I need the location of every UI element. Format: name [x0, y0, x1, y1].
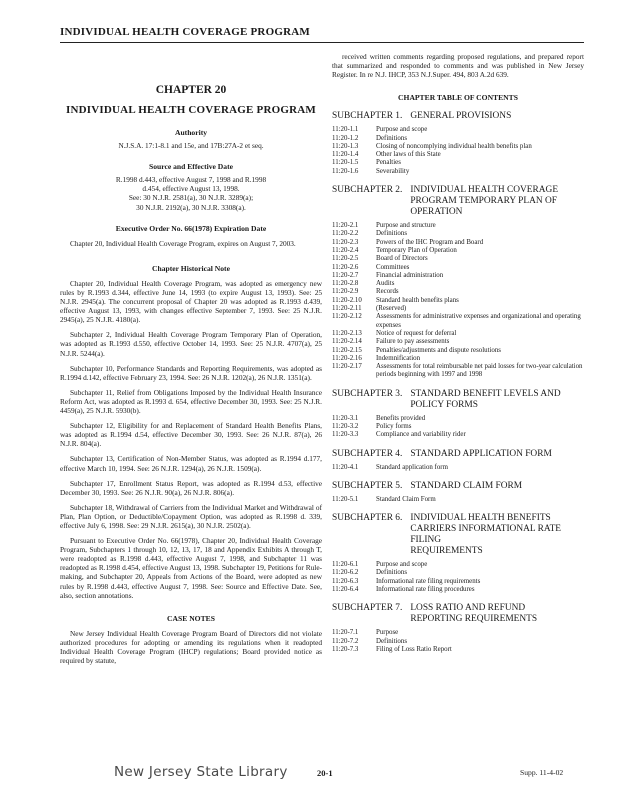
section-title: Closing of noncomplying individual health benefits plan	[376, 142, 532, 150]
toc-entry	[332, 264, 584, 272]
subchapter-heading	[332, 449, 584, 460]
section-title: Standard application form	[376, 463, 448, 471]
section-number: 11:20-2.15	[332, 346, 362, 354]
subchapter-label: SUBCHAPTER 5.	[332, 480, 403, 491]
subchapter-block	[332, 481, 584, 504]
toc-entry	[332, 239, 584, 247]
section-title: Definitions	[376, 230, 408, 238]
section-title: Notice of request for deferral	[376, 329, 457, 337]
section-number: 11:20-7.1	[332, 629, 359, 637]
section-title: Audits	[376, 280, 395, 288]
toc-entry	[332, 255, 584, 263]
subchapter-title-line: LOSS RATIO AND REFUND	[410, 603, 526, 614]
case-notes-heading: CASE NOTES	[167, 613, 215, 623]
library-watermark: New Jersey State Library	[114, 764, 288, 780]
section-number: 11:20-2.16	[332, 354, 362, 362]
section-title: Informational rate filing requirements	[376, 577, 481, 585]
section-title: Purpose and structure	[376, 222, 436, 230]
section-number: 11:20-2.4	[332, 246, 359, 254]
section-number: 11:20-3.1	[332, 414, 359, 422]
toc-entry	[332, 496, 584, 504]
authority-heading: Authority	[174, 128, 208, 137]
section-title: Filing of Loss Ratio Report	[376, 645, 452, 653]
subchapter-title-line: STANDARD BENEFIT LEVELS AND	[410, 388, 561, 399]
section-number: 11:20-1.4	[332, 151, 359, 159]
subchapter-block	[332, 449, 584, 472]
section-number: 11:20-1.1	[332, 126, 359, 134]
subchapter-heading	[332, 185, 584, 218]
running-head: INDIVIDUAL HEALTH COVERAGE PROGRAM	[60, 26, 310, 38]
subchapter-block	[332, 185, 584, 380]
section-title: Standard health benefits plans	[376, 296, 459, 304]
section-list	[332, 464, 584, 472]
section-number: 11:20-1.2	[332, 134, 359, 142]
subchapter-title-line: INDIVIDUAL HEALTH COVERAGE	[410, 185, 559, 196]
history-paragraph: Chapter 20, Individual Health Coverage Program, was adopted as emergency new rules by R.1993 d.344, effective June 14, 1993 (to expire August 13, 1993). See: 25 N.J.R. 2945(a). The concurrent proposal of Chapter 20 was adopted as R.1993 d.439, effective August 13, 1993, with changes effective September 7, 1993. See: 25 N.J.R. 2945(a), 25 N.J.R. 4180(a).	[60, 278, 322, 325]
subchapter-title	[402, 449, 551, 460]
section-number: 11:20-1.5	[332, 159, 359, 167]
subchapter-heading	[332, 111, 584, 122]
toc-entry	[332, 143, 584, 151]
toc-entry	[332, 347, 584, 355]
subchapter-title	[402, 389, 560, 411]
section-title: Records	[376, 288, 399, 296]
subchapter-title-line: POLICY FORMS	[410, 399, 478, 410]
section-title: Assessments for total reimbursable net paid losses for two-year calculation periods beginning with 1997 and 1998	[376, 363, 583, 379]
subchapter-heading	[332, 481, 584, 492]
section-title: Policy forms	[376, 423, 412, 430]
toc-entry	[332, 415, 584, 423]
section-title: Powers of the IHC Program and Board	[376, 238, 484, 246]
subchapter-title-line: REQUIREMENTS	[410, 546, 483, 557]
section-number: 11:20-2.1	[332, 222, 359, 230]
subchapter-block	[332, 513, 584, 594]
toc-entry	[332, 586, 584, 594]
section-number: 11:20-4.1	[332, 463, 359, 471]
section-number: 11:20-2.14	[332, 338, 362, 346]
source-text	[60, 175, 322, 212]
subchapter-label: SUBCHAPTER 6.	[332, 513, 403, 524]
history-paragraph: Subchapter 18, Withdrawal of Carriers from the Individual Market and Withdrawal of Plan, Plan Option, or Deductible/Copayment Option, was adopted as R.1998 d. 339, effective July 6, 1998. See: 29 N.J.R. 2615(a), 30 N.J.R. 2502(a).	[60, 502, 322, 530]
section-number: 11:20-2.2	[332, 230, 359, 238]
section-title: Financial administration	[376, 271, 444, 279]
history-paragraph: Subchapter 12, Eligibility for and Replacement of Standard Health Benefits Plans, was adopted as R.1994 d.54, effective December 30, 1993. See: 26 N.J.R. 87(a), 26 N.J.R. 804(a).	[60, 421, 322, 449]
section-number: 11:20-3.3	[332, 431, 359, 439]
section-number: 11:20-6.3	[332, 577, 359, 585]
table-of-contents	[332, 111, 584, 654]
toc-entry	[332, 272, 584, 280]
subchapter-title	[402, 513, 584, 557]
section-title: Board of Directors	[376, 255, 428, 263]
section-title: Informational rate filing procedures	[376, 586, 475, 594]
history-paragraph: Subchapter 17, Enrollment Status Report, was adopted as R.1994 d.53, effective December 30, 1993. See: 26 N.J.R. 90(a), 26 N.J.R. 806(a).	[60, 478, 322, 497]
source-line: d.454, effective August 13, 1998.	[142, 184, 240, 194]
toc-entry	[332, 578, 584, 586]
section-number: 11:20-2.10	[332, 296, 362, 304]
toc-entry	[332, 280, 584, 288]
toc-entry	[332, 423, 584, 431]
toc-entry	[332, 464, 584, 472]
toc-entry	[332, 363, 584, 380]
section-list	[332, 222, 584, 380]
source-heading: Source and Effective Date	[148, 162, 233, 171]
case-notes-text: New Jersey Individual Health Coverage Program Board of Directors did not violate authorized procedures for adopting or amending its regulations when it readopted Individual Health Coverage Program (IHCP) regulations; Board provided notice as required by statute,	[60, 628, 322, 665]
section-number: 11:20-2.5	[332, 255, 359, 263]
section-list	[332, 561, 584, 594]
history-heading: Chapter Historical Note	[152, 263, 230, 273]
section-title: Severability	[376, 167, 410, 175]
section-number: 11:20-5.1	[332, 495, 359, 503]
header-rule	[60, 42, 584, 43]
section-title: Definitions	[376, 569, 408, 577]
section-number: 11:20-2.7	[332, 271, 359, 279]
subchapter-heading	[332, 513, 584, 557]
section-number: 11:20-2.8	[332, 280, 359, 288]
section-number: 11:20-6.4	[332, 586, 359, 594]
toc-entry	[332, 126, 584, 134]
toc-entry	[332, 247, 584, 255]
section-number: 11:20-2.13	[332, 329, 362, 337]
subchapter-title-line: STANDARD APPLICATION FORM	[410, 448, 552, 459]
subchapter-block	[332, 603, 584, 654]
toc-entry	[332, 297, 584, 305]
section-number: 11:20-2.12	[332, 313, 362, 321]
section-title: Compliance and variability rider	[376, 431, 466, 439]
source-line: See: 30 N.J.R. 2581(a), 30 N.J.R. 3289(a);	[128, 193, 254, 203]
section-number: 11:20-6.1	[332, 561, 359, 569]
section-title: Definitions	[376, 134, 408, 142]
toc-entry	[332, 355, 584, 363]
subchapter-label: SUBCHAPTER 2.	[332, 185, 403, 196]
toc-entry	[332, 135, 584, 143]
section-title: Committees	[376, 263, 410, 271]
history-paragraph: Subchapter 11, Relief from Obligations Imposed by the Individual Health Insurance Reform Act, was adopted as R.1993 d. 654, effective December 30, 1993. See: 25 N.J.R. 4459(a), 25 N.J.R. 5930(b).	[60, 387, 322, 416]
source-line: R.1998 d.443, effective August 7, 1998 and R.1998	[115, 175, 267, 184]
subchapter-title	[402, 111, 511, 122]
subchapter-heading	[332, 389, 584, 411]
expiration-heading: Executive Order No. 66(1978) Expiration Date	[115, 223, 267, 233]
chapter-number: CHAPTER 20	[155, 84, 227, 96]
toc-entry	[332, 646, 584, 654]
section-title: (Reserved)	[376, 305, 407, 313]
subchapter-label: SUBCHAPTER 7.	[332, 603, 403, 614]
section-number: 11:20-2.9	[332, 288, 359, 296]
section-title: Definitions	[376, 637, 408, 645]
section-list	[332, 415, 584, 440]
section-title: Failure to pay assessments	[376, 338, 450, 346]
section-number: 11:20-2.3	[332, 238, 359, 246]
toc-entry	[332, 569, 584, 577]
subchapter-title-line: PROGRAM TEMPORARY PLAN OF OPERATION	[410, 196, 557, 218]
section-list	[332, 496, 584, 504]
subchapter-title	[402, 185, 584, 218]
section-list	[332, 126, 584, 176]
section-title: Penalties/adjustments and dispute resolutions	[376, 346, 501, 354]
subchapter-title-line: REPORTING REQUIREMENTS	[410, 614, 538, 625]
expiration-text: Chapter 20, Individual Health Coverage Program, expires on August 7, 2003.	[70, 238, 296, 248]
toc-entry	[332, 230, 584, 238]
history-paragraph: Subchapter 13, Certification of Non-Member Status, was adopted as R.1994 d.177, effective March 10, 1994. See: 26 N.J.R. 1294(a), 26 N.J.R. 1509(a).	[60, 454, 322, 473]
section-list	[332, 629, 584, 654]
history-paragraph: Subchapter 10, Performance Standards and Reporting Requirements, was adopted as R.1994 d.142, effective February 23, 1994. See: 26 N.J.R. 1202(a), 26 N.J.R. 1351(a).	[60, 363, 322, 382]
subchapter-title-line: GENERAL PROVISIONS	[410, 111, 512, 122]
section-number: 11:20-2.11	[332, 305, 362, 313]
section-title: Standard Claim Form	[376, 495, 436, 503]
toc-entry	[332, 159, 584, 167]
toc-entry	[332, 561, 584, 569]
section-title: Penalties	[376, 159, 401, 167]
toc-entry	[332, 313, 584, 330]
section-number: 11:20-2.17	[332, 363, 362, 371]
section-title: Other laws of this State	[376, 151, 441, 159]
section-number: 11:20-1.6	[332, 167, 359, 175]
section-number: 11:20-7.2	[332, 637, 359, 645]
toc-entry	[332, 338, 584, 346]
left-column	[60, 78, 322, 665]
subchapter-block	[332, 111, 584, 176]
history-paragraph: Subchapter 2, Individual Health Coverage Program Temporary Plan of Operation, was adopted as R.1993 d.550, effective October 14, 1993. See: 25 N.J.R. 4707(a), 25 N.J.R. 5244(a).	[60, 330, 322, 358]
section-title: Purpose	[376, 629, 399, 637]
chapter-title: INDIVIDUAL HEALTH COVERAGE PROGRAM	[66, 104, 316, 116]
subchapter-heading	[332, 603, 584, 625]
supplement-date: Supp. 11-4-02	[520, 768, 564, 777]
toc-entry	[332, 288, 584, 296]
section-title: Indemnification	[376, 354, 421, 362]
subchapter-title	[402, 481, 522, 492]
toc-heading: CHAPTER TABLE OF CONTENTS	[398, 93, 518, 103]
source-line: 30 N.J.R. 2192(a), 30 N.J.R. 3308(a).	[136, 202, 246, 212]
authority-text: N.J.S.A. 17:1-8.1 and 15e, and 17B:27A-2 et seq.	[118, 141, 264, 150]
section-title: Purpose and scope	[376, 126, 428, 134]
subchapter-label: SUBCHAPTER 3.	[332, 388, 403, 399]
section-number: 11:20-6.2	[332, 569, 359, 577]
section-number: 11:20-3.2	[332, 423, 359, 430]
subchapter-title-line: INDIVIDUAL HEALTH BENEFITS	[410, 513, 551, 524]
section-number: 11:20-2.6	[332, 263, 359, 271]
section-title: Temporary Plan of Operation	[376, 246, 457, 254]
section-title: Purpose and scope	[376, 561, 428, 569]
section-number: 11:20-1.3	[332, 142, 359, 150]
toc-entry	[332, 431, 584, 439]
section-number: 11:20-7.3	[332, 645, 359, 653]
toc-entry	[332, 151, 584, 159]
toc-entry	[332, 305, 584, 313]
subchapter-title-line: CARRIERS INFORMATIONAL RATE FILING	[410, 524, 562, 546]
toc-entry	[332, 168, 584, 176]
subchapter-title	[402, 603, 537, 625]
toc-entry	[332, 222, 584, 230]
page-number: 20-1	[317, 768, 333, 778]
subchapter-title-line: STANDARD CLAIM FORM	[410, 480, 523, 491]
history-paragraph: Pursuant to Executive Order No. 66(1978), Chapter 20, Individual Health Coverage Program, Subchapters 1 through 10, 12, 13, 17, 18 and Appendix Exhibits A through T, were readopted as R.1998 d.443, effective August 7, 1998, and Subchapter 11 was readopted as R.1998 d.454, effective August 13, 1998. Subchapter 19, Petitions for Rule-making, and Subchapter 20, Appeals from Actions of the Board, were adopted as new rules by R.1998 d.443, effective August 7, 1998. See: Source and Effective Date. See, also, section annotations.	[60, 536, 322, 600]
section-title: Benefits provided	[376, 414, 426, 422]
right-column	[332, 52, 584, 654]
toc-entry	[332, 638, 584, 646]
toc-entry	[332, 629, 584, 637]
subchapter-block	[332, 389, 584, 440]
case-notes-continuation: received written comments regarding proposed regulations, and prepared report that summarized and responded to comments and was published in New Jersey Register. In re N.J. IHCP, 353 N.J.Super. 494, 803 A.2d 639.	[332, 52, 584, 80]
subchapter-label: SUBCHAPTER 4.	[332, 448, 403, 459]
toc-entry	[332, 330, 584, 338]
section-title: Assessments for administrative expenses and organizational and operating expenses	[376, 313, 581, 329]
subchapter-label: SUBCHAPTER 1.	[332, 111, 403, 122]
